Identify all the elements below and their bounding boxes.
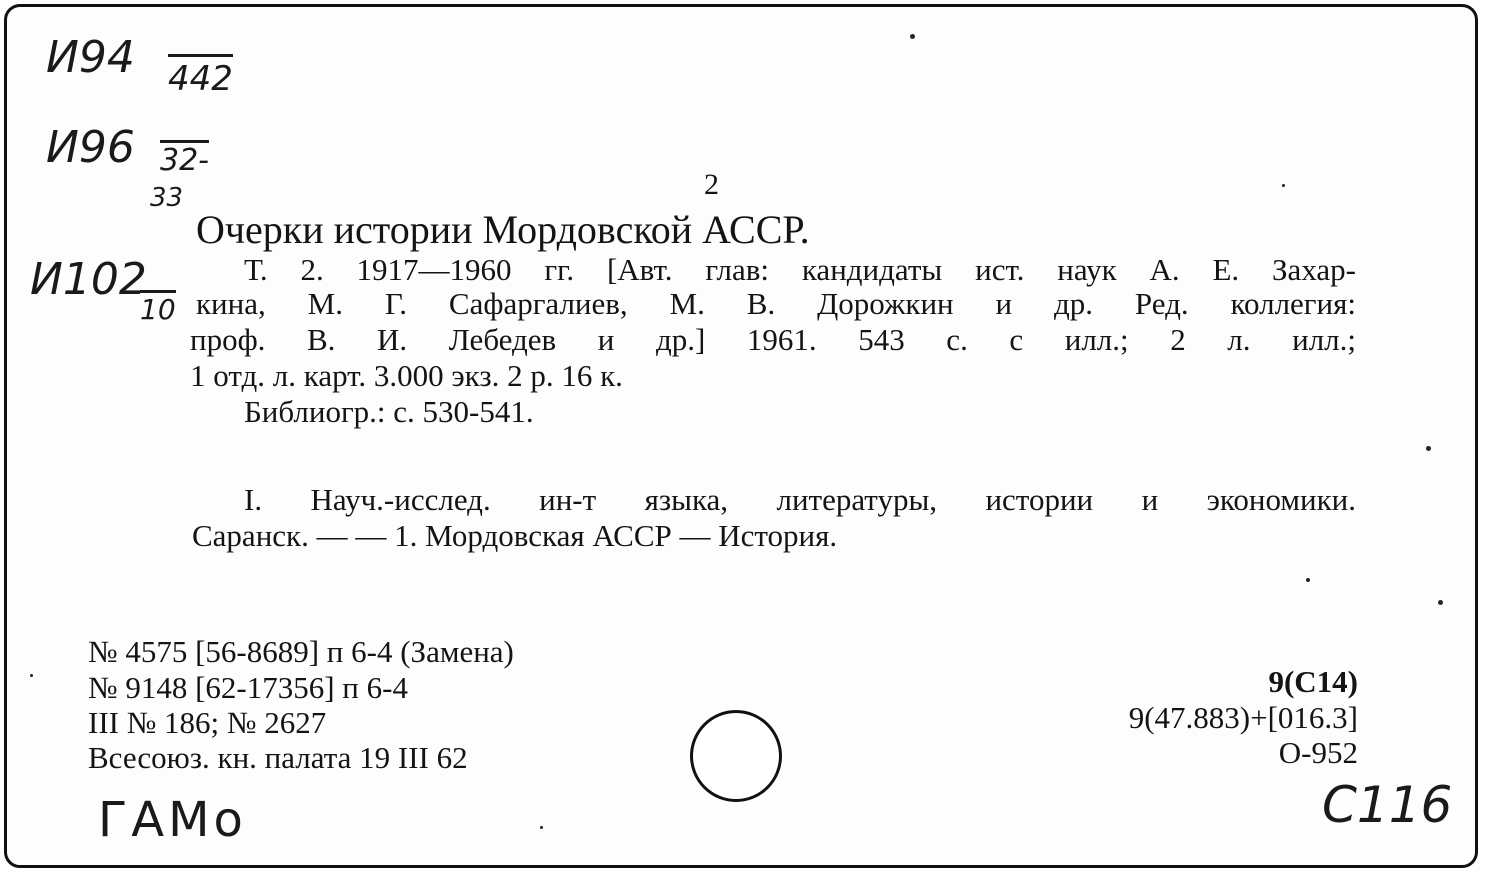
classification-index: 9(47.883)+[016.3] [1128,700,1358,735]
scan-speck [1306,578,1310,582]
author-mark: О-952 [1278,735,1358,770]
handwritten-side-mark: И102 [30,254,147,305]
handwritten-shelfmark-1: И94 [46,32,135,83]
registry-line-3: III № 186; № 2627 [88,705,327,740]
scan-speck [540,826,543,829]
registry-line-4: Всесоюз. кн. палата 19 III 62 [88,740,468,775]
classification-code: 9(С14) [1268,664,1358,699]
bibliography-note: Библиогр.: с. 530-541. [244,394,534,429]
handwritten-shelfmark-2: И96 [46,122,135,173]
subject-line-2: Саранск. — — 1. Мордовская АССР — История. [192,518,838,553]
registry-line-1: № 4575 [56-8689] п 6-4 (Замена) [88,634,514,669]
scan-speck [30,674,33,677]
scan-speck [1282,184,1285,187]
handwritten-fraction-1: 442 [168,54,233,99]
punch-hole [690,710,782,802]
card-title: Очерки истории Мордовской АССР. [196,207,810,252]
scan-speck [1438,600,1443,605]
handwritten-side-fraction: 10 [140,290,176,326]
description-line-2: кина, М. Г. Сафаргалиев, М. В. Дорожкин и др. Ред. коллегия: [196,286,1356,321]
description-line-1: Т. 2. 1917—1960 гг. [Авт. глав: кандидаты ист. наук А. Е. Захар- [244,252,1356,287]
handwritten-bottom-left-mark: ГАМо [98,792,247,848]
scan-speck [910,34,915,39]
description-line-4: 1 отд. л. карт. 3.000 экз. 2 р. 16 к. [190,358,623,393]
subject-line-1: I. Науч.-исслед. ин-т языка, литературы, истории и экономики. [244,482,1356,517]
scan-speck [1426,446,1431,451]
registry-line-2: № 9148 [62-17356] п 6-4 [88,670,408,705]
handwritten-fraction-2: 32- [160,140,209,178]
volume-number: 2 [704,168,719,201]
description-line-3: проф. В. И. Лебедев и др.] 1961. 543 с. с илл.; 2 л. илл.; [190,322,1356,357]
handwritten-fraction-2-sub: 33 [150,183,184,213]
card-edge-right [1478,0,1489,879]
handwritten-bottom-right-mark: С116 [1322,776,1453,834]
